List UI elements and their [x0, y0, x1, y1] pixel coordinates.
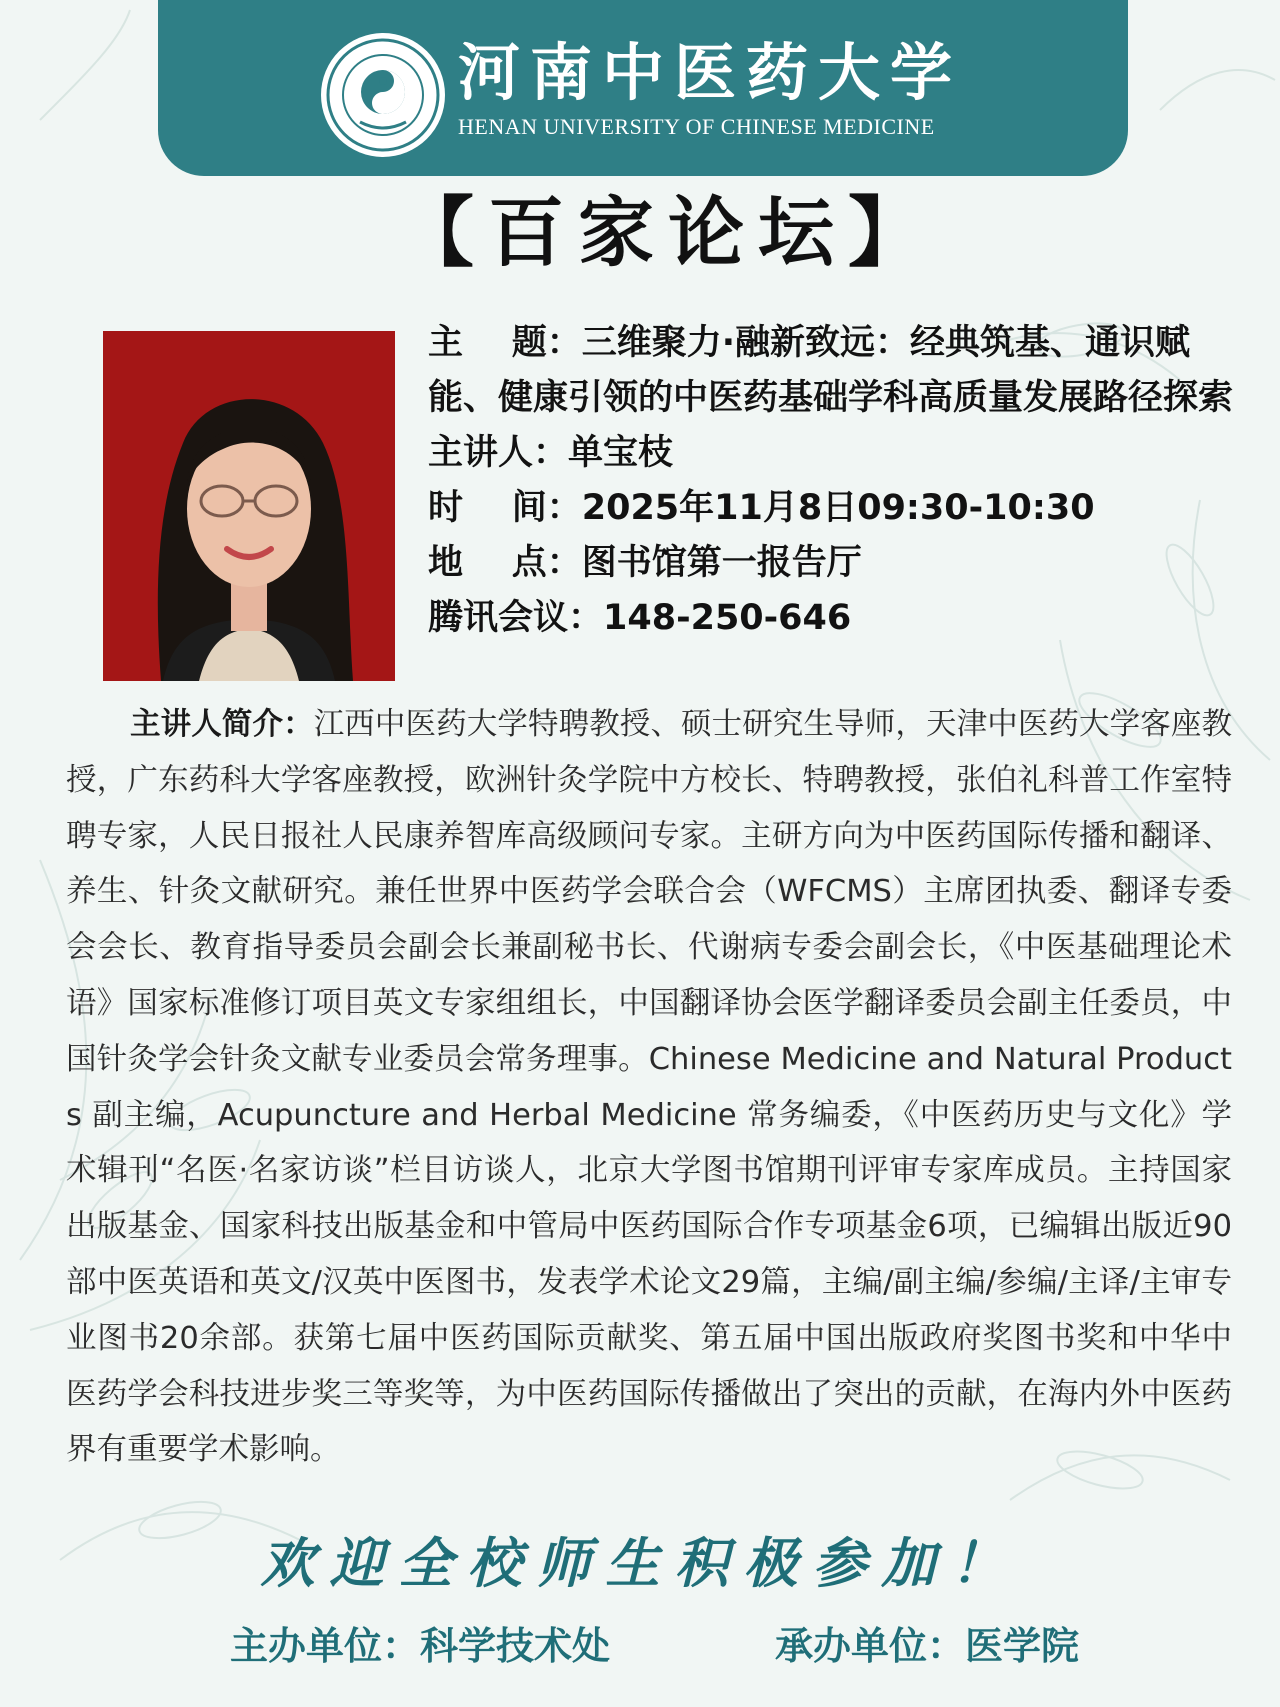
- bio-text: 江西中医药大学特聘教授、硕士研究生导师，天津中医药大学客座教授，广东药科大学客座教授，欧洲针灸学院中方校长、特聘教授，张伯礼科普工作室特聘专家，人民日报社人民康养智库高级顾问专家。主研方向为中医药国际传播和翻译、养生、针灸文献研究。兼任世界中医药学会联合会（WFCMS）主席团执委、翻译专委会会长、教育指导委员会副会长兼副秘书长、代谢病专委会副会长，《中医基础理论术语》国家标准修订项目英文专家组组长，中国翻译协会医学翻译委员会副主任委员，中国针灸学会针灸文献专业委员会常务理事。Chinese Medicine and Natural Products 副主编，Acupuncture and Herbal Medicine 常务编委，《中医药历史与文化》学术辑刊“名医·名家访谈”栏目访谈人，北京大学图书馆期刊评审专家库成员。主持国家出版基金、国家科技出版基金和中管局中医药国际合作专项基金6项，已编辑出版近90部中医英语和英文/汉英中医图书，发表学术论文29篇，主编/副主编/参编/主译/主审专业图书20余部。获第七届中医药国际贡献奖、第五届中国出版政府奖图书奖和中华中医药学会科技进步奖三等奖等，为中医药国际传播做出了突出的贡献，在海内外中医药界有重要学术影响。: [66, 707, 1232, 1468]
- university-name-en: HENAN UNIVERSITY OF CHINESE MEDICINE: [458, 114, 935, 139]
- university-seal-icon: [318, 30, 448, 160]
- topic-row: [428, 316, 1248, 426]
- place-value: 图书馆第一报告厅: [581, 543, 862, 583]
- speaker-portrait: [103, 331, 395, 681]
- meeting-label: 腾讯会议：: [428, 598, 604, 638]
- bio-label: 主讲人简介：: [130, 707, 314, 742]
- speaker-value: 单宝枝: [568, 433, 674, 473]
- meeting-row: [428, 591, 1248, 646]
- welcome-slogan: 欢迎全校师生积极参加！: [260, 1531, 1020, 1595]
- event-info: [428, 316, 1248, 646]
- speaker-bio: [66, 697, 1232, 1478]
- co-host-organizer: 承办单位：医学院: [775, 1623, 1080, 1668]
- topic-label: 主 题：: [428, 323, 582, 363]
- time-row: [428, 481, 1248, 536]
- university-name-cn: 河南中医药大学: [458, 36, 963, 109]
- speaker-row: [428, 426, 1248, 481]
- speaker-photo-illustration: [103, 331, 395, 681]
- host-organizer: 主办单位：科学技术处: [230, 1623, 611, 1668]
- place-label: 地 点：: [428, 543, 582, 583]
- meeting-id: 148-250-646: [603, 598, 852, 638]
- place-row: [428, 536, 1248, 591]
- time-value: 2025年11月8日09:30-10:30: [581, 488, 1095, 528]
- time-label: 时 间：: [428, 488, 582, 528]
- speaker-label: 主讲人：: [428, 433, 569, 473]
- topic-value: 三维聚力·融新致远：经典筑基、通识赋能、健康引领的中医药基础学科高质量发展路径探索: [428, 323, 1234, 418]
- forum-title: 【百家论坛】: [398, 188, 938, 277]
